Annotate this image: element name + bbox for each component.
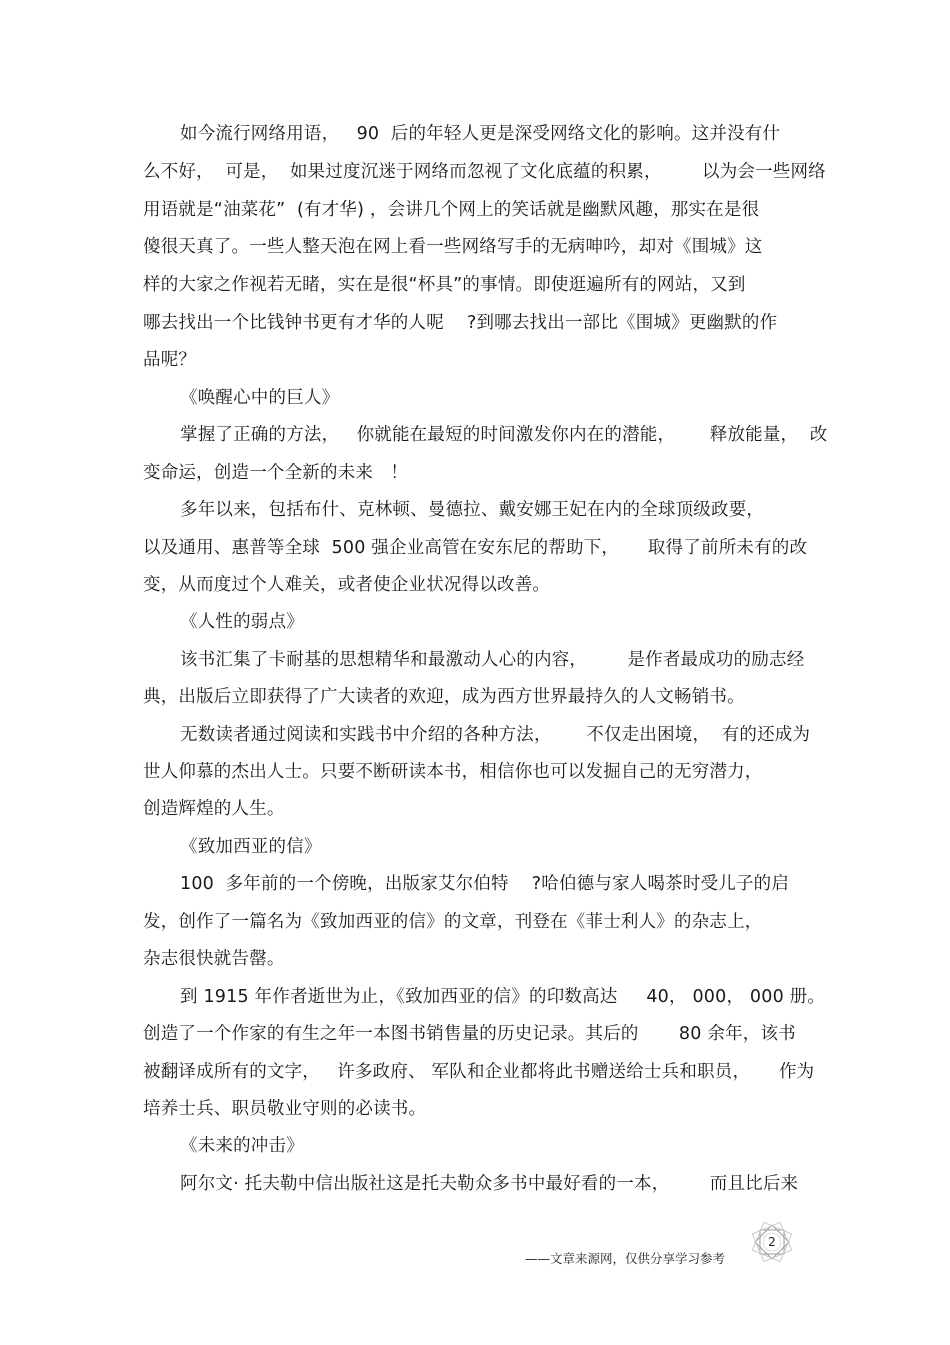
book-title: 《未来的冲击》 xyxy=(180,1136,304,1156)
page-number: 2 xyxy=(768,1235,776,1249)
text-line: 多年以来，包括布什、克林顿、曼德拉、戴安娜王妃在内的全球顶级政要， xyxy=(180,500,765,520)
text-line: 如今流行网络用语， 90 后的年轻人更是深受网络文化的影响。这并没有什 xyxy=(180,124,781,144)
page-number-badge xyxy=(748,1218,796,1266)
text-line: 傻很天真了。一些人整天泡在网上看一些网络写手的无病呻吟，却对《围城》这 xyxy=(143,237,763,257)
text-line: 用语就是“油菜花” (有才华) ，会讲几个网上的笑话就是幽默风趣，那实在是很 xyxy=(143,200,760,220)
text-line: 变，从而度过个人难关，或者使企业状况得以改善。 xyxy=(143,575,551,595)
text-line: 到 1915 年作者逝世为止，《致加西亚的信》的印数高达 40， 000， 000 册。 xyxy=(180,987,826,1007)
text-line: 掌握了正确的方法， 你就能在最短的时间激发你内在的潜能， 释放能量， 改 xyxy=(180,425,828,445)
text-line: 杂志很快就告罄。 xyxy=(143,949,285,969)
text-line: 创造了一个作家的有生之年一本图书销售量的历史记录。其后的 80 余年，该书 xyxy=(143,1024,796,1044)
text-line: 培养士兵、职员敬业守则的必读书。 xyxy=(143,1099,427,1119)
text-line: 典，出版后立即获得了广大读者的欢迎，成为西方世界最持久的人文畅销书。 xyxy=(143,687,745,707)
footer-note: ——文章来源网，仅供分享学习参考 xyxy=(525,1251,726,1266)
text-line: 发，创作了一篇名为《致加西亚的信》的文章，刊登在《菲士利人》的杂志上， xyxy=(143,912,763,932)
text-line: 无数读者通过阅读和实践书中介绍的各种方法， 不仅走出困境， 有的还成为 xyxy=(180,725,811,745)
text-line: 世人仰慕的杰出人士。只要不断研读本书，相信你也可以发掘自己的无穷潜力， xyxy=(143,762,763,782)
text-line: 被翻译成所有的文字， 许多政府、 军队和企业都将此书赠送给士兵和职员， 作为 xyxy=(143,1062,815,1082)
text-line: 样的大家之作视若无睹，实在是很“杯具”的事情。即使逛遍所有的网站，又到 xyxy=(143,275,746,295)
book-title: 《致加西亚的信》 xyxy=(180,837,322,857)
text-line: 品呢？ xyxy=(143,350,197,370)
text-line: 哪去找出一个比钱钟书更有才华的人呢 ?到哪去找出一部比《围城》更幽默的作 xyxy=(143,313,778,333)
book-title: 《唤醒心中的巨人》 xyxy=(180,388,340,408)
text-line: 么不好， 可是， 如果过度沉迷于网络而忽视了文化底蕴的积累， 以为会一些网络 xyxy=(143,162,826,182)
text-line: 100 多年前的一个傍晚，出版家艾尔伯特 ?哈伯德与家人喝茶时受儿子的启 xyxy=(180,874,790,894)
text-line: 以及通用、惠普等全球 500 强企业高管在安东尼的帮助下， 取得了前所未有的改 xyxy=(143,538,808,558)
text-line: 创造辉煌的人生。 xyxy=(143,799,285,819)
text-line: 阿尔文· 托夫勒中信出版社这是托夫勒众多书中最好看的一本， 而且比后来 xyxy=(180,1174,799,1194)
book-title: 《人性的弱点》 xyxy=(180,612,304,632)
text-line: 该书汇集了卡耐基的思想精华和最激动人心的内容， 是作者最成功的励志经 xyxy=(180,650,805,670)
text-line: 变命运，创造一个全新的未来 ！ xyxy=(143,463,409,483)
